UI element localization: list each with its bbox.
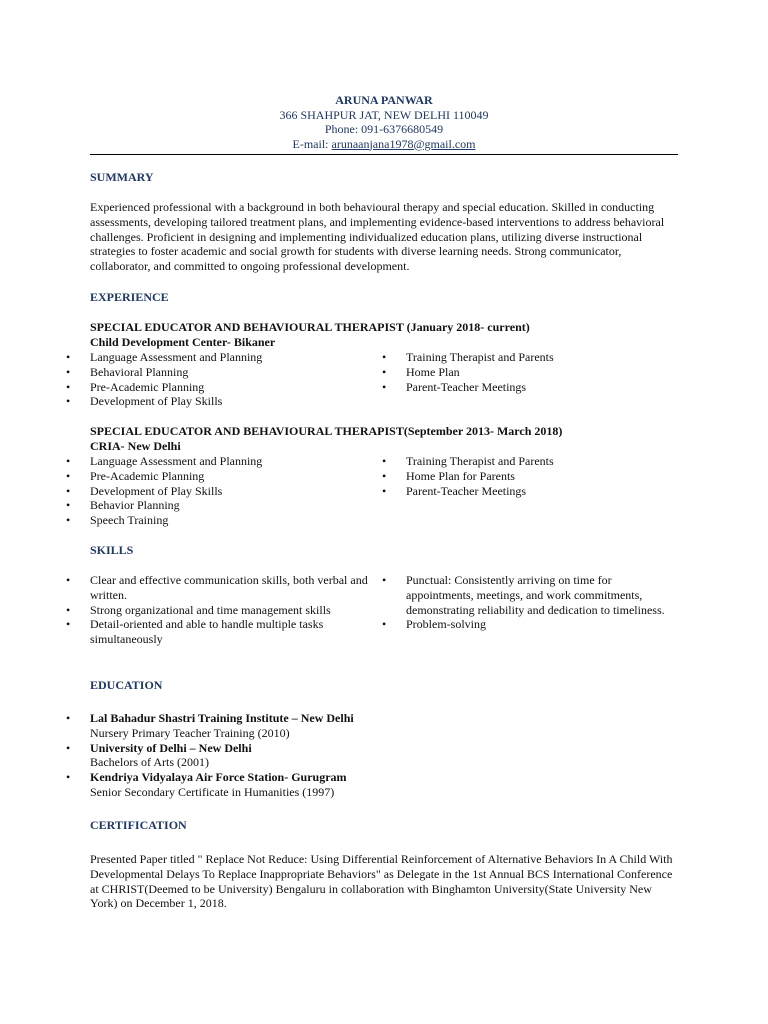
education-list [90,711,678,800]
certification-text: Presented Paper titled " Replace Not Reduce: Using Differential Reinforcement of Alternative Behaviors In A Child With Developmental Delays To Replace Inappropriate Behaviors" as Delegate in the 1st Annual BCS International Conference at CHRIST(Deemed to be University) Bengaluru in collaboration with Binghamton University(State University New York) on December 1, 2018. [90,852,673,911]
list-item: • Behavior Planning [90,498,370,513]
job-title: SPECIAL EDUCATOR AND BEHAVIOURAL THERAPIST (January 2018- current) [90,320,530,334]
list-item: • Language Assessment and Planning [90,350,370,365]
job-duties-right [406,350,678,394]
skills-heading: SKILLS [90,543,134,557]
email-link[interactable]: arunaanjana1978@gmail.com [331,136,476,151]
list-item: • Development of Play Skills [90,394,370,409]
list-item: • Development of Play Skills [90,484,370,499]
list-item: • Language Assessment and Planning [90,454,370,469]
skills-list-left [90,573,370,647]
header-divider [90,154,678,155]
email-label: E-mail: [292,136,332,151]
experience-heading: EXPERIENCE [90,290,169,304]
education-heading: EDUCATION [90,678,163,692]
list-item: • Parent-Teacher Meetings [406,484,678,499]
skills-list-right [406,573,680,632]
job-duties-left [90,454,370,528]
phone: Phone: 091-6376680549 [324,122,444,136]
list-item: • Strong organizational and time management skills [90,603,370,618]
address: 366 SHAHPUR JAT, NEW DELHI 110049 [279,107,489,122]
list-item: • Training Therapist and Parents [406,350,678,365]
list-item: • Pre-Academic Planning [90,380,370,395]
institution-name: • Lal Bahadur Shastri Training Institute – New Delhi [90,711,354,725]
list-item: • Home Plan [406,365,678,380]
job-organization: CRIA- New Delhi [90,439,181,453]
contact-header [90,93,678,151]
list-item: • Home Plan for Parents [406,469,678,484]
list-item: • Detail-oriented and able to handle multiple tasks simultaneously [90,617,370,647]
degree: Bachelors of Arts (2001) [90,755,209,770]
job-duties-left [90,350,370,409]
email-line [90,137,678,152]
list-item: • Training Therapist and Parents [406,454,678,469]
certification-heading: CERTIFICATION [90,818,187,832]
list-item: • Parent-Teacher Meetings [406,380,678,395]
job-organization: Child Development Center- Bikaner [90,335,276,349]
institution-name: • University of Delhi – New Delhi [90,740,252,755]
candidate-name: ARUNA PANWAR [335,93,433,107]
list-item: • Behavioral Planning [90,365,370,380]
list-item: • Problem-solving [406,617,680,632]
list-item: • Speech Training [90,513,370,528]
list-item [90,741,678,771]
job-title: SPECIAL EDUCATOR AND BEHAVIOURAL THERAPIST(September 2013- March 2018) [90,424,563,438]
job-duties-right [406,454,678,498]
list-item: • Clear and effective communication skills, both verbal and written. [90,573,370,603]
degree: Senior Secondary Certificate in Humanities (1997) [90,784,335,799]
summary-heading: SUMMARY [90,170,154,184]
list-item [90,711,678,741]
institution-name: • Kendriya Vidyalaya Air Force Station- Gurugram [90,770,347,785]
list-item: • Punctual: Consistently arriving on time for appointments, meetings, and work commitments, demonstrating reliability and dedication to timeliness. [406,573,680,617]
list-item [90,770,678,800]
degree: Nursery Primary Teacher Training (2010) [90,725,290,740]
list-item: • Pre-Academic Planning [90,469,370,484]
summary-text: Experienced professional with a background in both behavioural therapy and special education. Skilled in conducting assessments, developing tailored treatment plans, and implementing evidence-based interventions to address behavioral challenges. Proficient in designing and implementing individualized education plans, utilizing diverse instructional strategies to foster academic and social growth for students with diverse learning needs. Strong communicator, collaborator, and committed to ongoing professional development. [90,200,665,274]
